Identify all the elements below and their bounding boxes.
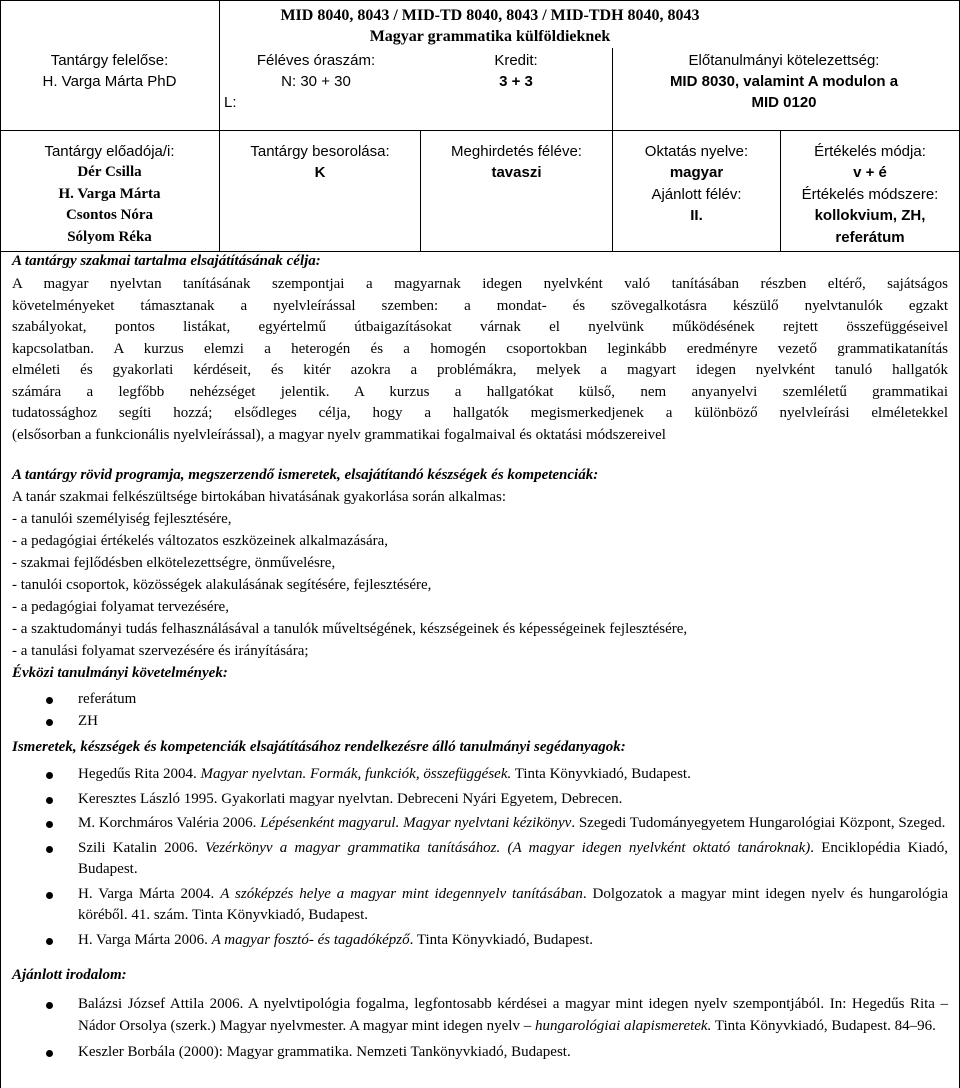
bullet-icon <box>46 892 53 899</box>
classification-label: Tantárgy besorolása: <box>250 143 390 160</box>
aim-line: szabályokat, pontos listákat, egyértelmű útbaigazításokat várnak el nyelvünk működésének rejtett összefüggéseivel <box>12 319 948 335</box>
bullet-icon <box>46 697 53 704</box>
list-item: H. Varga Márta 2004. A szóképzés helye a magyar mint idegennyelv tanításában. Dolgozatok a magyar mint idegen nyelv és hungarológia köréből. 41. szám. Tinta Könyvkiadó, Budapest. <box>0 884 960 927</box>
literature-list <box>0 994 960 1064</box>
responsible-label: Tantárgy felelőse: <box>50 52 169 69</box>
list-item: Balázsi József Attila 2006. A nyelvtipológia fogalma, legfontosabb kérdései a magyar mint idegen nyelv szempontjából. In: Hegedűs Rita – Nádor Orsolya (szerk.) Magyar nyelvmester. A magyar mint idegen nyelv – hungarológiai alapismeretek. Tinta Könyvkiadó, Budapest. 84–96. <box>0 994 960 1037</box>
credit-label: Kredit: <box>494 52 538 69</box>
responsible-name: H. Varga Márta PhD <box>42 73 177 90</box>
bullet-icon <box>46 1050 53 1057</box>
program-heading: A tantárgy rövid programja, megszerzendő ismeretek, elsajátítandó készségek és kompetenciák: <box>12 467 599 483</box>
semester-label: Meghirdetés féléve: <box>451 143 582 160</box>
program-item: - a pedagógiai értékelés változatos eszközeinek alkalmazására, <box>12 533 389 549</box>
prereq-value-2: MID 0120 <box>751 94 817 111</box>
list-item: Szili Katalin 2006. Vezérkönyv a magyar grammatika tanításához. (A magyar idegen nyelvként oktató tanároknak). Enciklopédia Kiadó, Budapest. <box>0 838 960 881</box>
program-item: - a tanulási folyamat szervezésére és irányítására; <box>12 643 309 659</box>
aim-line: A magyar nyelvtan tanításának szempontjai a magyarnak idegen nyelvként való tanításában részben eltérő, sajátságos <box>12 276 948 292</box>
bullet-icon <box>46 772 53 779</box>
lecturer-name: Dér Csilla <box>77 164 142 180</box>
language-label: Oktatás nyelve: <box>644 143 749 160</box>
list-item: Hegedűs Rita 2004. Magyar nyelvtan. Formák, funkciók, összefüggések. Tinta Könyvkiadó, Budapest. <box>0 764 960 786</box>
requirements-heading: Évközi tanulmányi követelmények: <box>12 665 228 681</box>
program-item: - szakmai fejlődésben elkötelezettségre, önművelésre, <box>12 555 336 571</box>
bullet-icon <box>46 846 53 853</box>
aim-line: követelményeket támasztanak a nyelvleírással szemben: a mondat- és szövegalkotásra készülő nyelvtanulók egzakt <box>12 297 948 314</box>
list-item: Keresztes László 1995. Gyakorlati magyar nyelvtan. Debreceni Nyári Egyetem, Debrecen. <box>0 789 960 811</box>
bullet-icon <box>46 938 53 945</box>
method-value-1: kollokvium, ZH, <box>814 207 926 224</box>
bullet-icon <box>46 797 53 804</box>
classification-value: K <box>314 164 326 181</box>
materials-heading: Ismeretek, készségek és kompetenciák elsajátításához rendelkezésre álló tanulmányi segédanyagok: <box>12 739 626 755</box>
list-item: referátum <box>0 689 960 711</box>
prereq-label: Előtanulmányi kötelezettség: <box>688 52 880 69</box>
bullet-icon <box>46 1002 53 1009</box>
lecturer-name: Sólyom Réka <box>67 229 152 245</box>
prereq-value-1: MID 8030, valamint A modulon a <box>669 73 899 90</box>
materials-list <box>0 764 960 951</box>
bullet-icon <box>46 821 53 828</box>
course-codes: MID 8040, 8043 / MID-TD 8040, 8043 / MID-TDH 8040, 8043 <box>280 7 700 24</box>
literature-heading: Ajánlott irodalom: <box>12 967 127 983</box>
course-title: Magyar grammatika külföldieknek <box>369 28 611 45</box>
credit-value: 3 + 3 <box>499 73 533 90</box>
recommended-value: II. <box>690 207 703 224</box>
hours-label: Féléves óraszám: <box>256 52 376 69</box>
method-value-2: referátum <box>835 229 905 246</box>
aim-line: elméleti és gyakorlati kérdéseit, és kitér azokra a problémákra, melyek a magyart idegen nyelvként tanuló hallgatók <box>12 362 948 378</box>
recommended-label: Ajánlott félév: <box>651 186 742 203</box>
hours-l-label: L: <box>224 94 237 111</box>
aim-heading: A tantárgy szakmai tartalma elsajátításának célja: <box>12 253 321 269</box>
program-item: - a pedagógiai folyamat tervezésére, <box>12 599 229 615</box>
lecturer-name: H. Varga Márta <box>58 186 161 202</box>
requirements-list <box>0 689 960 732</box>
semester-value: tavaszi <box>491 164 542 181</box>
aim-paragraph <box>12 274 948 446</box>
hours-value: N: 30 + 30 <box>281 73 351 90</box>
aim-line: számára a legfőbb nehézséget jelentik. A kurzus a hallgatókat külső, nem anyanyelvi szemléletű grammatikai <box>12 383 948 400</box>
language-value: magyar <box>669 164 724 181</box>
program-item: - tanulói csoportok, közösségek alakulásának segítésére, fejlesztésére, <box>12 577 432 593</box>
program-item: - a tanulói személyiség fejlesztésére, <box>12 511 232 527</box>
list-item: M. Korchmáros Valéria 2006. Lépésenként magyarul. Magyar nyelvtani kézikönyv. Szegedi Tudományegyetem Hungarológiai Központ, Szeged. <box>0 813 960 835</box>
list-item: H. Varga Márta 2006. A magyar fosztó- és tagadóképző. Tinta Könyvkiadó, Budapest. <box>0 930 960 952</box>
lecturers-label: Tantárgy előadója/i: <box>44 143 175 160</box>
aim-line: (elsősorban a funkcionális nyelvleírással), a magyar nyelv grammatikai fogalmaival és oktatási módszereivel <box>12 426 666 443</box>
assessment-label: Értékelés módja: <box>814 143 926 160</box>
aim-line: kapcsolatban. A kurzus elemzi a heterogén és a homogén csoportokban leginkább eredményre vezető grammatikatanítás <box>12 340 948 357</box>
list-item: ZH <box>0 711 960 733</box>
aim-line: tudatossághoz segíti hozzá; elsődleges célja, hogy a hallgatók megismerkedjenek a különböző nyelvleírási elméletekkel <box>12 405 948 421</box>
bullet-icon <box>46 719 53 726</box>
program-intro: A tanár szakmai felkészültsége birtokában hivatásának gyakorlása során alkalmas: <box>12 489 506 505</box>
method-label: Értékelés módszere: <box>801 186 939 203</box>
program-item: - a szaktudományi tudás felhasználásával a tanulók műveltségének, készségeinek és képességeinek fejlesztésére, <box>12 621 688 637</box>
list-item: Keszler Borbála (2000): Magyar grammatika. Nemzeti Tankönyvkiadó, Budapest. <box>0 1042 960 1064</box>
assessment-value: v + é <box>853 164 887 181</box>
lecturer-name: Csontos Nóra <box>65 207 154 223</box>
